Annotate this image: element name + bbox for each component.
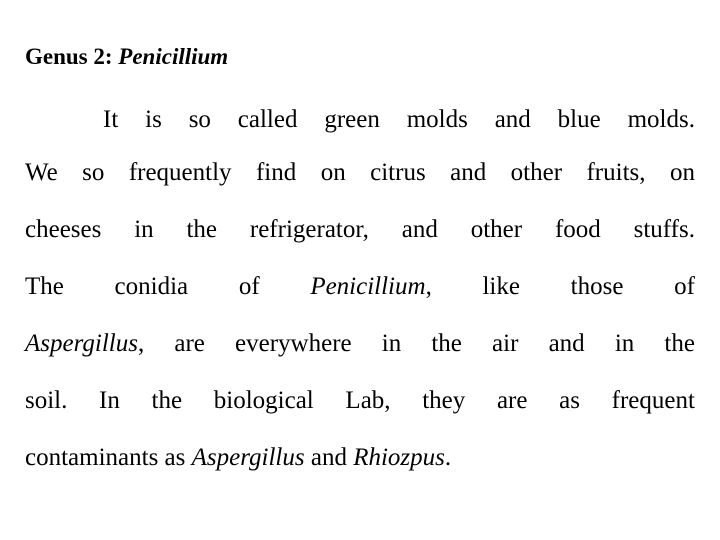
paragraph-line-5 — [25, 327, 695, 361]
word: other — [470, 216, 523, 243]
word: the — [664, 330, 695, 357]
text-run: and — [304, 444, 354, 471]
paragraph-line-3 — [25, 213, 695, 247]
word: are — [174, 330, 205, 357]
section-heading — [25, 42, 228, 72]
word: and — [401, 216, 438, 243]
punctuation: , — [425, 273, 432, 300]
word: everywhere — [235, 330, 352, 357]
punctuation: , — [137, 330, 145, 357]
word: on — [669, 159, 695, 186]
word-group — [310, 270, 432, 304]
word: as — [559, 387, 580, 414]
word: In — [99, 387, 120, 414]
word: food — [554, 216, 601, 243]
punctuation: . — [444, 444, 452, 471]
word: air — [492, 330, 519, 357]
paragraph-line-7 — [25, 441, 695, 475]
word: the — [431, 330, 462, 357]
word: and — [450, 159, 487, 186]
word: so — [82, 159, 105, 186]
genus-name-italic: Penicillium — [310, 273, 426, 300]
word: molds. — [627, 106, 695, 133]
word: blue — [557, 106, 601, 133]
word: they — [422, 387, 466, 414]
word: the — [186, 216, 218, 243]
word: cheeses — [25, 216, 102, 243]
heading-genus-name: Penicillium — [118, 44, 229, 69]
word: like — [482, 273, 520, 300]
word: biological — [213, 387, 314, 414]
word: conidia — [114, 273, 189, 300]
word: in — [134, 216, 154, 243]
word: so — [188, 106, 211, 133]
word: of — [238, 273, 260, 300]
genus-name-italic: Aspergillus — [191, 444, 305, 471]
word: other — [510, 159, 563, 186]
paragraph-line-6 — [25, 384, 695, 418]
word: find — [255, 159, 297, 186]
word: in — [614, 330, 635, 357]
word: refrigerator, — [249, 216, 369, 243]
word: soil. — [25, 387, 68, 414]
word: the — [151, 387, 183, 414]
word: molds — [406, 106, 468, 133]
genus-name-italic: Aspergillus — [25, 330, 138, 357]
heading-label: Genus 2: — [25, 44, 113, 69]
word: It — [103, 106, 119, 133]
genus-name-italic: Rhiozpus — [353, 444, 445, 471]
word: are — [496, 387, 528, 414]
word: and — [494, 106, 531, 133]
word: frequent — [611, 387, 695, 414]
word: called — [237, 106, 298, 133]
word: green — [324, 106, 380, 133]
word: and — [548, 330, 585, 357]
paragraph-line-2 — [25, 156, 695, 190]
word: is — [145, 106, 162, 133]
word: those — [570, 273, 624, 300]
word: fruits, — [586, 159, 646, 186]
word: citrus — [370, 159, 426, 186]
paragraph-line-4 — [25, 270, 695, 304]
word: The — [25, 273, 64, 300]
word: We — [25, 159, 58, 186]
text-run: contaminants as — [25, 444, 192, 471]
word: of — [674, 273, 695, 300]
word: frequently — [128, 159, 232, 186]
word: on — [320, 159, 346, 186]
paragraph-line-1 — [103, 103, 695, 137]
word-group — [25, 327, 144, 361]
word: Lab, — [345, 387, 391, 414]
word: in — [381, 330, 402, 357]
word: stuffs. — [633, 216, 695, 243]
